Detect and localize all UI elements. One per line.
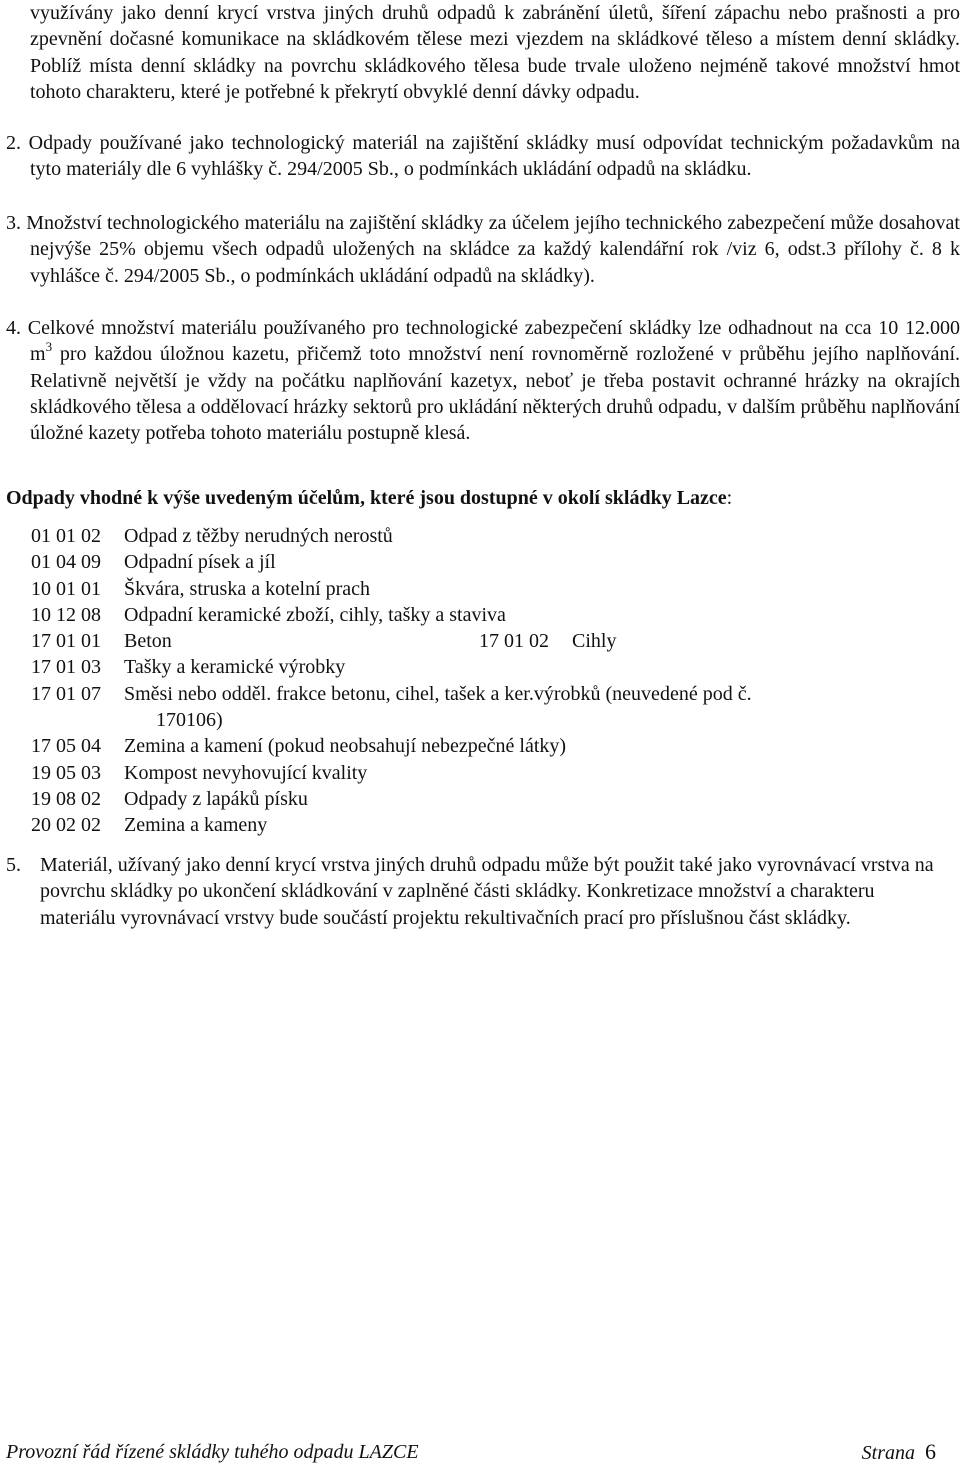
footer-page-info xyxy=(862,1438,936,1467)
paragraph-2 xyxy=(6,130,960,183)
waste-description: Odpad z těžby nerudných nerostů xyxy=(124,525,393,547)
heading-colon: : xyxy=(726,487,733,509)
list-item xyxy=(31,628,931,654)
list-item xyxy=(31,812,931,838)
list-item xyxy=(31,733,931,759)
footer-page-number: 6 xyxy=(925,1439,936,1464)
waste-code: 01 01 02 xyxy=(31,525,101,547)
paragraph-4-text-b: pro každou úložnou kazetu, přičemž toto množství není rovnoměrně rozložené v průběhu jejího naplňování. Relativně největší je vždy na počátku naplňování kazetyx, neboť je třeba postavit ochranné hrázky na okrajích skládkového tělesa a oddělovací hrázky sektorů pro ukládání některých druhů odpadu, v dalším průběhu naplňování úložné kazety potřeba tohoto materiálu postupně klesá. xyxy=(30,343,960,445)
list-item xyxy=(31,786,931,812)
waste-code: 17 01 01 xyxy=(31,630,101,653)
paragraph-5-text: Materiál, užívaný jako denní krycí vrstva jiných druhů odpadu může být použit také jako vyrovnávací vrstva na povrchu skládky po ukončení skládkování v zaplněné části skládky. Konkretizace množství a charakteru materiálu vyrovnávací vrstvy bude součástí projektu rekultivačních prací pro příslušnou část skládky. xyxy=(40,854,934,929)
heading-text: Odpady vhodné k výše uvedeným účelům, které jsou dostupné v okolí skládky Lazce xyxy=(6,487,727,509)
waste-description: Tašky a keramické výrobky xyxy=(124,656,346,679)
waste-code: 17 05 04 xyxy=(31,735,101,758)
waste-description: Škvára, struska a kotelní prach xyxy=(124,577,371,600)
paragraph-2-text: Odpady používané jako technologický materiál na zajištění skládky musí odpovídat technickým požadavkům na tyto materiály dle 6 vyhlášky č. 294/2005 Sb., o podmínkách ukládání odpadů na skládku. xyxy=(28,132,960,181)
footer-page-label: Strana xyxy=(861,1442,915,1464)
waste-description-secondary: Cihly xyxy=(572,630,617,653)
paragraph-3 xyxy=(6,210,960,289)
paragraph-4-number: 4. xyxy=(6,317,21,339)
list-item xyxy=(31,760,931,786)
footer-document-title: Provozní řád řízené skládky tuhého odpadu LAZCE xyxy=(6,1441,419,1463)
waste-description: Beton xyxy=(124,630,172,653)
waste-code-list xyxy=(31,523,931,839)
waste-description-continued: 170106) xyxy=(156,709,223,732)
waste-code: 17 01 03 xyxy=(31,656,101,679)
list-item xyxy=(31,681,931,734)
waste-list-heading xyxy=(6,484,956,512)
list-item xyxy=(31,654,931,680)
waste-code: 19 05 03 xyxy=(31,761,101,784)
list-item xyxy=(31,549,931,575)
list-item xyxy=(31,602,931,628)
waste-description: Kompost nevyhovující kvality xyxy=(124,761,368,784)
waste-code: 20 02 02 xyxy=(31,814,101,837)
waste-description: Odpady z lapáků písku xyxy=(124,787,308,810)
paragraph-3-number: 3. xyxy=(6,212,21,234)
list-item xyxy=(31,523,931,549)
waste-code-secondary: 17 01 02 xyxy=(479,630,549,653)
waste-description: Zemina a kamení (pokud neobsahují nebezpečné látky) xyxy=(124,735,567,758)
waste-code: 01 04 09 xyxy=(31,551,101,574)
paragraph-4 xyxy=(6,315,960,446)
superscript-3: 3 xyxy=(45,338,53,354)
paragraph-2-number: 2. xyxy=(6,132,21,154)
paragraph-5-number: 5. xyxy=(6,854,21,876)
paragraph-3-text: Množství technologického materiálu na zajištění skládky za účelem jejího technického zabezpečení může dosahovat nejvýše 25% objemu všech odpadů uložených na skládce za každý kalendářní rok /viz 6, odst.3 přílohy č. 8 k vyhlášce č. 294/2005 Sb., o podmínkách ukládání odpadů na skládky). xyxy=(26,212,960,287)
waste-description: Zemina a kameny xyxy=(124,814,268,837)
waste-description: Odpadní písek a jíl xyxy=(124,551,276,574)
list-item xyxy=(31,576,931,602)
waste-code: 17 01 07 xyxy=(31,682,101,705)
waste-description: Odpadní keramické zboží, cihly, tašky a staviva xyxy=(124,603,506,626)
paragraph-5 xyxy=(6,852,936,931)
page-footer xyxy=(6,1438,936,1468)
paragraph-1-continued: využívány jako denní krycí vrstva jiných druhů odpadů k zabránění úletů, šíření zápachu nebo prašnosti a pro zpevnění dočasné komunikace na skládkovém tělese mezi vjezdem na skládkové těleso a místem denní skládky. Poblíž místa denní skládky na povrchu skládkového tělesa bude trvale uloženo nejméně takové množství hmot tohoto charakteru, které je potřebné k překrytí obvyklé denní dávky odpadu. xyxy=(30,2,960,103)
paragraph-4-text-a: Celkové množství materiálu používaného pro technologické zabezpečení skládky lze odhadnout na cca 10 12.000 m xyxy=(27,317,960,366)
waste-description: Směsi nebo odděl. frakce betonu, cihel, tašek a ker.výrobků (neuvedené pod č. xyxy=(124,682,752,705)
waste-code: 19 08 02 xyxy=(31,787,101,810)
waste-code: 10 01 01 xyxy=(31,577,101,600)
waste-code: 10 12 08 xyxy=(31,603,101,626)
